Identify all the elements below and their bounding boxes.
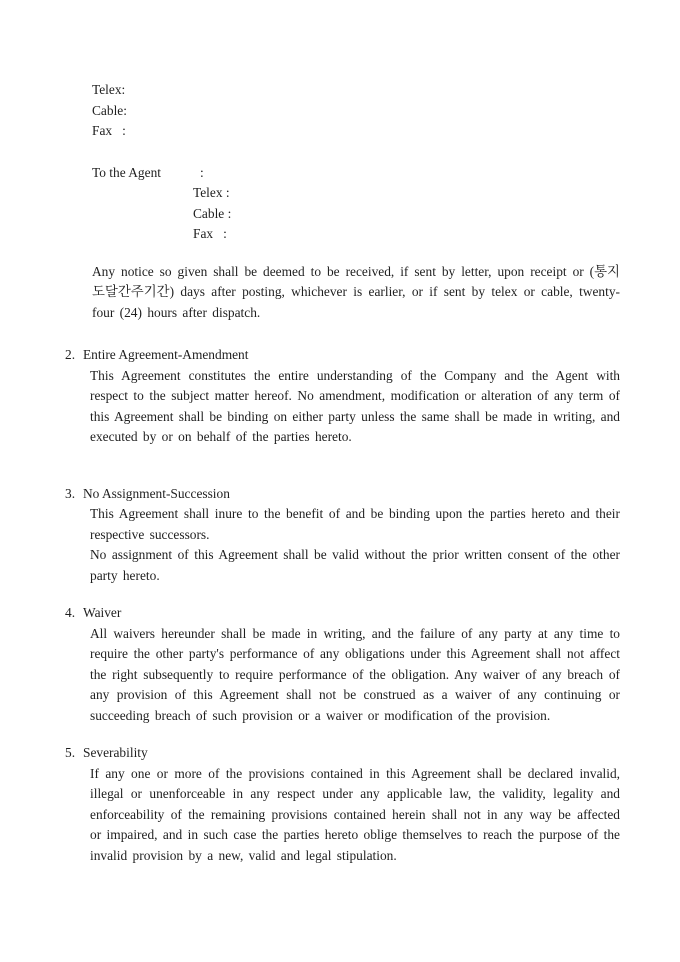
section-paragraph: All waivers hereunder shall be made in writing, and the failure of any party at any time to require the other party's performance of any obligations under this Agreement shall not affect the right subsequently to require performance of the obligation. Any waiver of any breach of any provision of this Agreement shall not be construed as a waiver of any continuing or succeeding breach of such provision or a waiver or modification of the provision. [90,625,620,723]
section-heading [65,484,620,505]
section-number: 2. [65,347,76,362]
company-fax-line: Fax : [92,123,126,138]
notice-paragraph: Any notice so given shall be deemed to be received, if sent by letter, upon receipt or (통지도달간주기간) days after posting, whichever is earlier, or if sent by telex or cable, twenty-four (24) hours after dispatch. [92,263,620,320]
section-number: 4. [65,605,76,620]
section-number: 3. [65,485,76,501]
section-heading [65,603,620,624]
section-paragraph: No assignment of this Agreement shall be valid without the prior written consent of the other party hereto. [90,547,620,583]
section-paragraph: If any one or more of the provisions contained in this Agreement shall be declared invalid, illegal or unenforceable in any respect under any applicable law, the validity, legality and enforceability of the remaining provisions contained herein shall not in any way be affected or impaired, and in such case the parties hereto oblige themselves to reach the purpose of the invalid provision by a new, valid and legal stipulation. [90,765,620,863]
company-cable-line: Cable: [92,102,127,118]
section-title: Waiver [83,605,122,620]
section-number: 5. [65,745,76,760]
section-title: Severability [83,745,148,760]
company-contact-block [65,80,620,142]
section-severability [65,743,620,866]
section-heading [65,345,620,366]
section-no-assignment [65,484,620,587]
agent-label: To the Agent [92,164,161,180]
section-title: Entire Agreement-Amendment [83,347,249,362]
section-waiver [65,603,620,726]
agent-telex-line: Telex : [193,185,230,200]
section-title: No Assignment-Succession [83,485,230,501]
section-heading [65,743,620,764]
section-paragraph: This Agreement constitutes the entire understanding of the Company and the Agent with respect to the subject matter hereof. No amendment, modification or alteration of any term of this Agreement shall be binding on either party unless the same shall be made in writing, and executed by or on behalf of the parties hereto. [90,367,620,444]
agent-colon: : [200,164,204,180]
company-telex-line: Telex: [92,82,126,97]
agent-fax-line: Fax : [193,226,227,241]
agent-contact-block [65,163,620,245]
agent-label-row [92,163,620,184]
agent-cable-line: Cable : [193,205,232,221]
section-entire-agreement [65,345,620,448]
agent-contact-lines [193,183,620,245]
section-paragraph: This Agreement shall inure to the benefit of and be binding upon the parties hereto and their respective successors. [90,506,620,542]
